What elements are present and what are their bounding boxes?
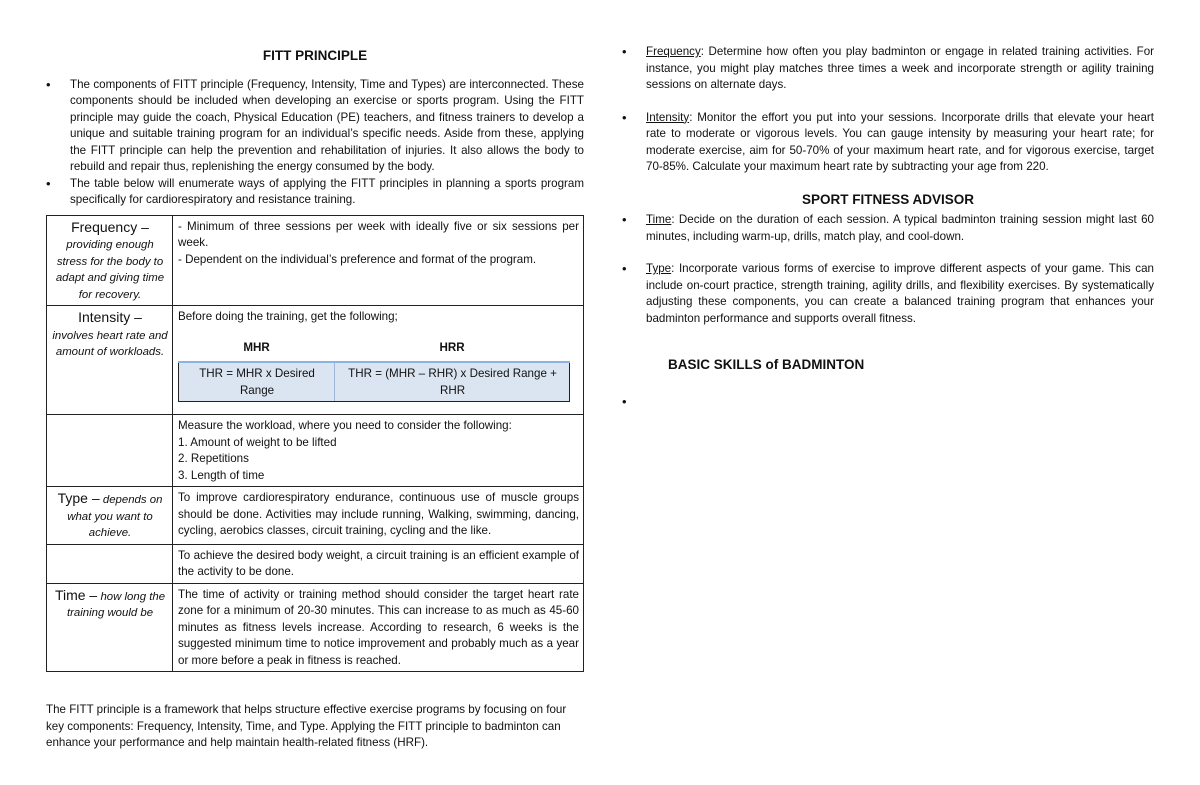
right-column <box>622 44 1154 394</box>
intensity-term: Intensity <box>646 110 690 124</box>
time-text: : Decide on the duration of each session. A typical badminton training session might last 60 minutes, including warm-up, drills, match play, and cool-down. <box>646 213 1154 243</box>
intensity-desc-cell <box>173 306 584 415</box>
left-column <box>46 44 584 752</box>
intro-bullet-1: • The components of FITT principle (Frequency, Intensity, Time and Types) are interconnected. These components should be included when developing an exercise or sports program. Using the FITT principle may guide the coach, Physical Education (PE) teachers, and fitness trainers to develop a unique and suitable training program for an individual’s specific needs. Aside from these, applying the FITT principle can help the prevention and rehabilitation of injuries. It also allows the body to rebuild and repair thus, replenishing the energy consumed by the body. <box>46 77 584 176</box>
fitt-badminton-list-2 <box>622 212 1154 327</box>
frequency-bullet <box>622 44 1154 94</box>
mhr-formula: THR = MHR x Desired Range <box>179 362 335 402</box>
table-row-type-2 <box>47 544 584 583</box>
time-sub: how long the training would be <box>66 590 166 619</box>
fitt-summary-paragraph: The FITT principle is a framework that helps structure effective exercise programs by focusing on four key components: Frequency, Intensity, Time, and Type. Applying the FITT principle to badminton can enhance your performance and help maintain health-related fitness (HRF). <box>46 703 567 749</box>
type2-desc-cell: To achieve the desired body weight, a circuit training is an efficient example of the activity to be done. <box>173 544 584 583</box>
fitt-table <box>46 215 584 673</box>
intensity-sub: involves heart rate and amount of workloads. <box>52 329 168 358</box>
frequency-term: Frequency <box>646 45 701 58</box>
frequency-sub: providing enough stress for the body to adapt and giving time for recovery. <box>55 239 165 301</box>
fitt-badminton-list <box>622 44 1154 176</box>
frequency-label: Frequency – <box>71 218 149 235</box>
mhr-header: MHR <box>179 340 335 363</box>
intensity-label-cell <box>47 306 173 415</box>
hrr-formula: THR = (MHR – RHR) x Desired Range + RHR <box>335 362 570 402</box>
frequency-label-cell <box>47 215 173 306</box>
time-bullet <box>622 212 1154 245</box>
type-bullet <box>622 261 1154 327</box>
type-sub: depends on what you want to achieve. <box>67 494 163 539</box>
intro-bullet-2: • The table below will enumerate ways of applying the FITT principles in planning a sports program specifically for cardiorespiratory and resistance training. <box>46 176 584 209</box>
frequency-line-1: - Minimum of three sessions per week with ideally five or six sessions per week. <box>178 219 579 249</box>
workload-item-2: 2. Repetitions <box>178 452 249 465</box>
type2-label-cell <box>47 544 173 583</box>
frequency-line-2: - Dependent on the individual’s preference and format of the program. <box>178 252 537 266</box>
table-row-intensity <box>47 306 584 415</box>
type-label: Type – <box>57 490 100 506</box>
sport-fitness-advisor-heading: SPORT FITNESS ADVISOR <box>801 191 975 207</box>
intensity-text: : Monitor the effort you put into your sessions. Incorporate drills that elevate your heart rate to moderate or vigorous levels. You can gauge intensity by measuring your heart rate; for moderate exercise, aim for 50-70% of your maximum heart rate, and for vigorous exercise, target 70-85%. Calculate your maximum heart rate by subtracting your age from 220. <box>646 110 1154 173</box>
time-label: Time – <box>54 586 98 603</box>
table-row-workload <box>47 415 584 487</box>
workload-item-3: 3. Length of time <box>178 468 265 482</box>
intensity-intro: Before doing the training, get the following; <box>178 310 398 323</box>
type-text: : Incorporate various forms of exercise to improve different aspects of your game. This can include on-court practice, strength training, agility drills, and flexibility exercises. By systematically adjusting these components, you can create a balanced training program that enhances your badminton performance and supports overall fitness. <box>646 262 1154 325</box>
workload-label-cell <box>47 415 173 487</box>
time-desc-cell: The time of activity or training method should consider the target heart rate zone for a minimum of 20-30 minutes. This can increase to as much as 45-60 minutes as fitness levels increase. According to research, 6 weeks is the suggested minimum time to notice improvement and probably much as a year or more before a peak in fitness is reached. <box>173 583 584 672</box>
intensity-bullet <box>622 110 1154 176</box>
workload-intro: Measure the workload, where you need to consider the following: <box>178 419 512 432</box>
intensity-label: Intensity – <box>78 309 142 325</box>
type-label-cell <box>47 487 173 545</box>
frequency-text: : Determine how often you play badminton or engage in related training activities. For instance, you might play matches three times a week and incorporate strength or agility training sessions on alternate days. <box>646 45 1154 91</box>
type-desc-cell: To improve cardiorespiratory endurance, continuous use of muscle groups should be done. Activities may include running, Walking, swimming, dancing, cycling, aerobics classes, circuit training, cycling and the like. <box>173 487 584 545</box>
time-term: Time <box>646 213 672 226</box>
workload-item-1: 1. Amount of weight to be lifted <box>178 435 337 449</box>
type-term: Type <box>646 262 672 275</box>
table-row-frequency <box>47 215 584 306</box>
frequency-desc-cell <box>173 215 584 306</box>
hrr-header: HRR <box>335 340 570 363</box>
page-title: FITT PRINCIPLE <box>262 48 368 63</box>
table-row-type <box>47 487 584 545</box>
table-row-time <box>47 583 584 672</box>
basic-skills-heading: BASIC SKILLS of BADMINTON <box>668 357 865 372</box>
heart-rate-formula-table <box>178 340 570 403</box>
time-label-cell <box>47 583 173 672</box>
workload-desc-cell <box>173 415 584 487</box>
intro-bullet-list <box>46 77 584 209</box>
